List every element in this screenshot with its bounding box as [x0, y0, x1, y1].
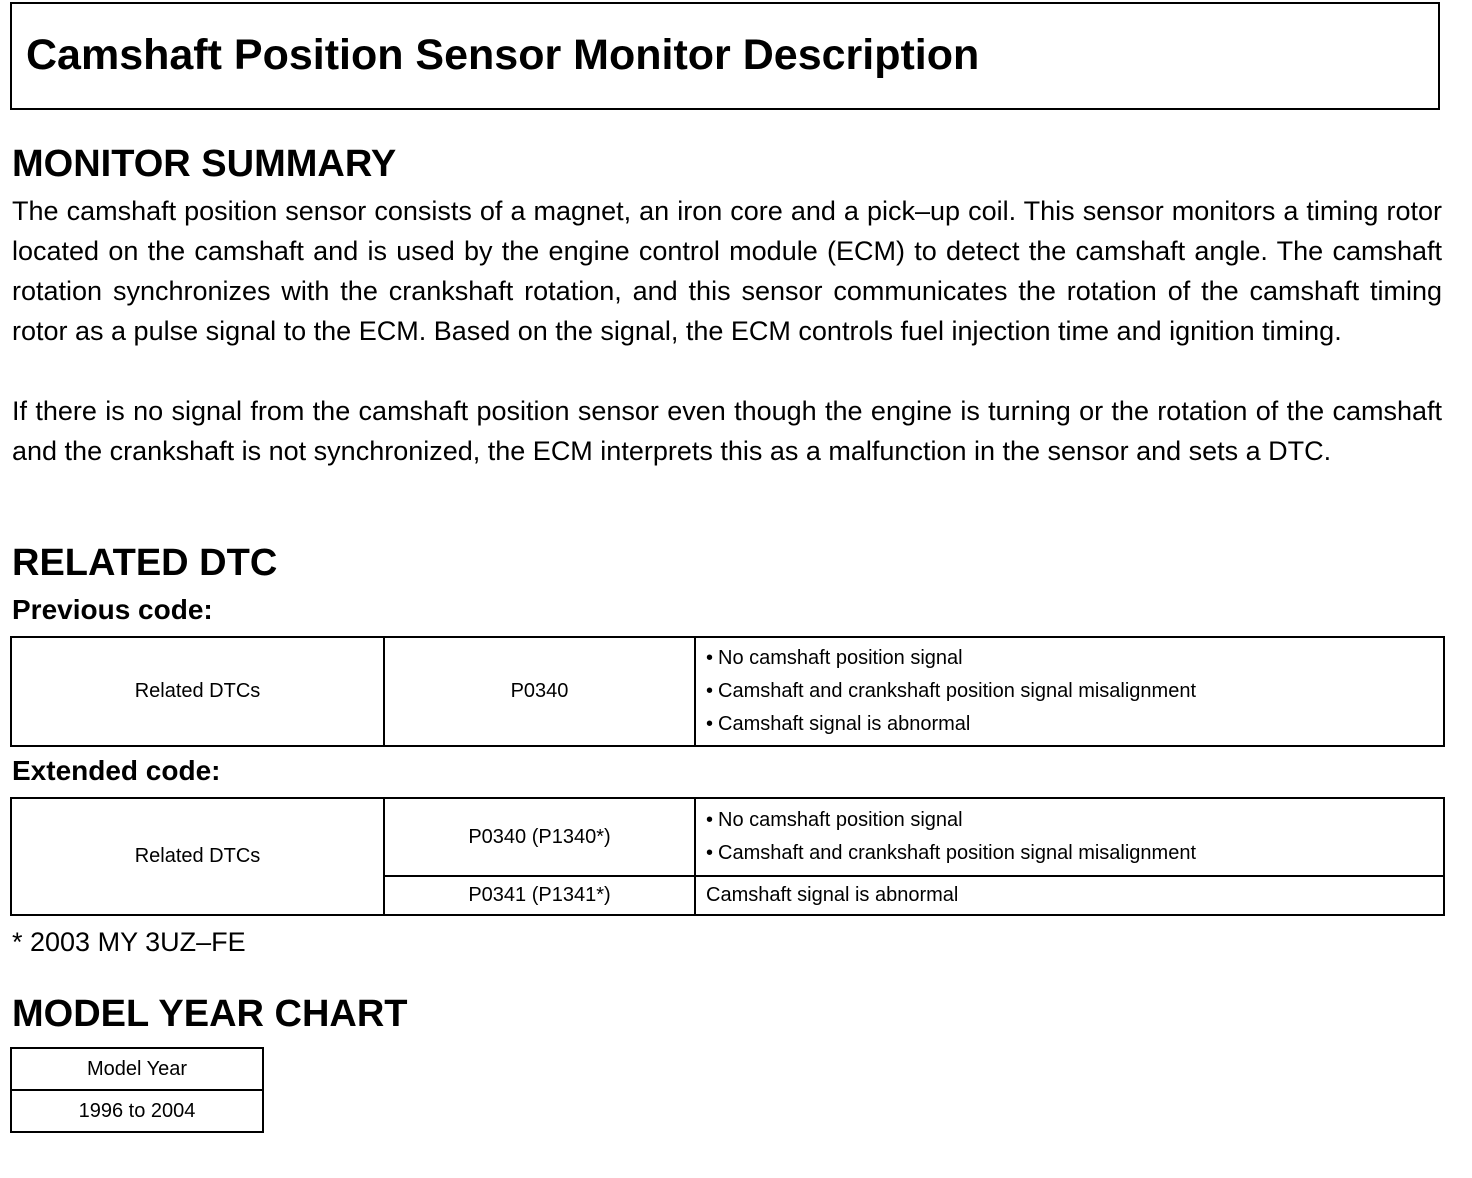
description-item: • Camshaft and crankshaft position signal misalignment — [706, 675, 1443, 708]
related-dtcs-cell: Related DTCs — [11, 637, 384, 746]
dtc-code-cell: P0340 (P1340*) — [384, 798, 695, 876]
page-title: Camshaft Position Sensor Monitor Description — [26, 31, 980, 79]
table-row — [11, 1048, 263, 1090]
bullet-icon: • — [706, 647, 714, 669]
previous-code-label: Previous code: — [12, 594, 213, 625]
description-item: • Camshaft and crankshaft position signal misalignment — [706, 837, 1443, 870]
description-item: • No camshaft position signal — [706, 804, 1443, 837]
dtc-description-cell — [695, 637, 1444, 746]
table-row — [11, 1090, 263, 1132]
dtc-description-cell: Camshaft signal is abnormal — [695, 876, 1444, 915]
related-dtcs-cell: Related DTCs — [11, 798, 384, 915]
extended-code-table — [10, 797, 1445, 916]
monitor-summary-paragraph-2: If there is no signal from the camshaft position sensor even though the engine is turning or the rotation of the camshaft and the crankshaft is not synchronized, the ECM interprets this as a malfunction in the sensor and sets a DTC. — [12, 396, 1442, 466]
dtc-code-cell: P0341 (P1341*) — [384, 876, 695, 915]
extended-code-label: Extended code: — [12, 755, 221, 786]
monitor-summary-paragraph-1: The camshaft position sensor consists of a magnet, an iron core and a pick–up coil. This sensor monitors a timing rotor located on the camshaft and is used by the engine control module (ECM) to detect the camshaft angle. The camshaft rotation synchronizes with the crankshaft rotation, and this sensor communicates the rotation of the camshaft timing rotor as a pulse signal to the ECM. Based on the signal, the ECM controls fuel injection time and ignition timing. — [12, 196, 1442, 346]
bullet-icon: • — [706, 680, 714, 702]
model-year-header-cell: Model Year — [11, 1048, 263, 1090]
model-year-chart-heading: MODEL YEAR CHART — [12, 993, 408, 1035]
footnote: * 2003 MY 3UZ–FE — [12, 927, 246, 957]
model-year-value-cell: 1996 to 2004 — [11, 1090, 263, 1132]
related-dtc-heading: RELATED DTC — [12, 542, 278, 584]
table-row — [11, 798, 1444, 876]
monitor-summary-heading: MONITOR SUMMARY — [12, 143, 397, 185]
description-item: • No camshaft position signal — [706, 642, 1443, 675]
description-item: • Camshaft signal is abnormal — [706, 708, 1443, 741]
dtc-code-cell: P0340 — [384, 637, 695, 746]
bullet-icon: • — [706, 809, 714, 831]
title-box — [10, 2, 1440, 110]
model-year-table — [10, 1047, 264, 1133]
bullet-icon: • — [706, 713, 714, 735]
bullet-icon: • — [706, 842, 714, 864]
dtc-description-cell — [695, 798, 1444, 876]
previous-code-table — [10, 636, 1445, 747]
table-row — [11, 637, 1444, 746]
